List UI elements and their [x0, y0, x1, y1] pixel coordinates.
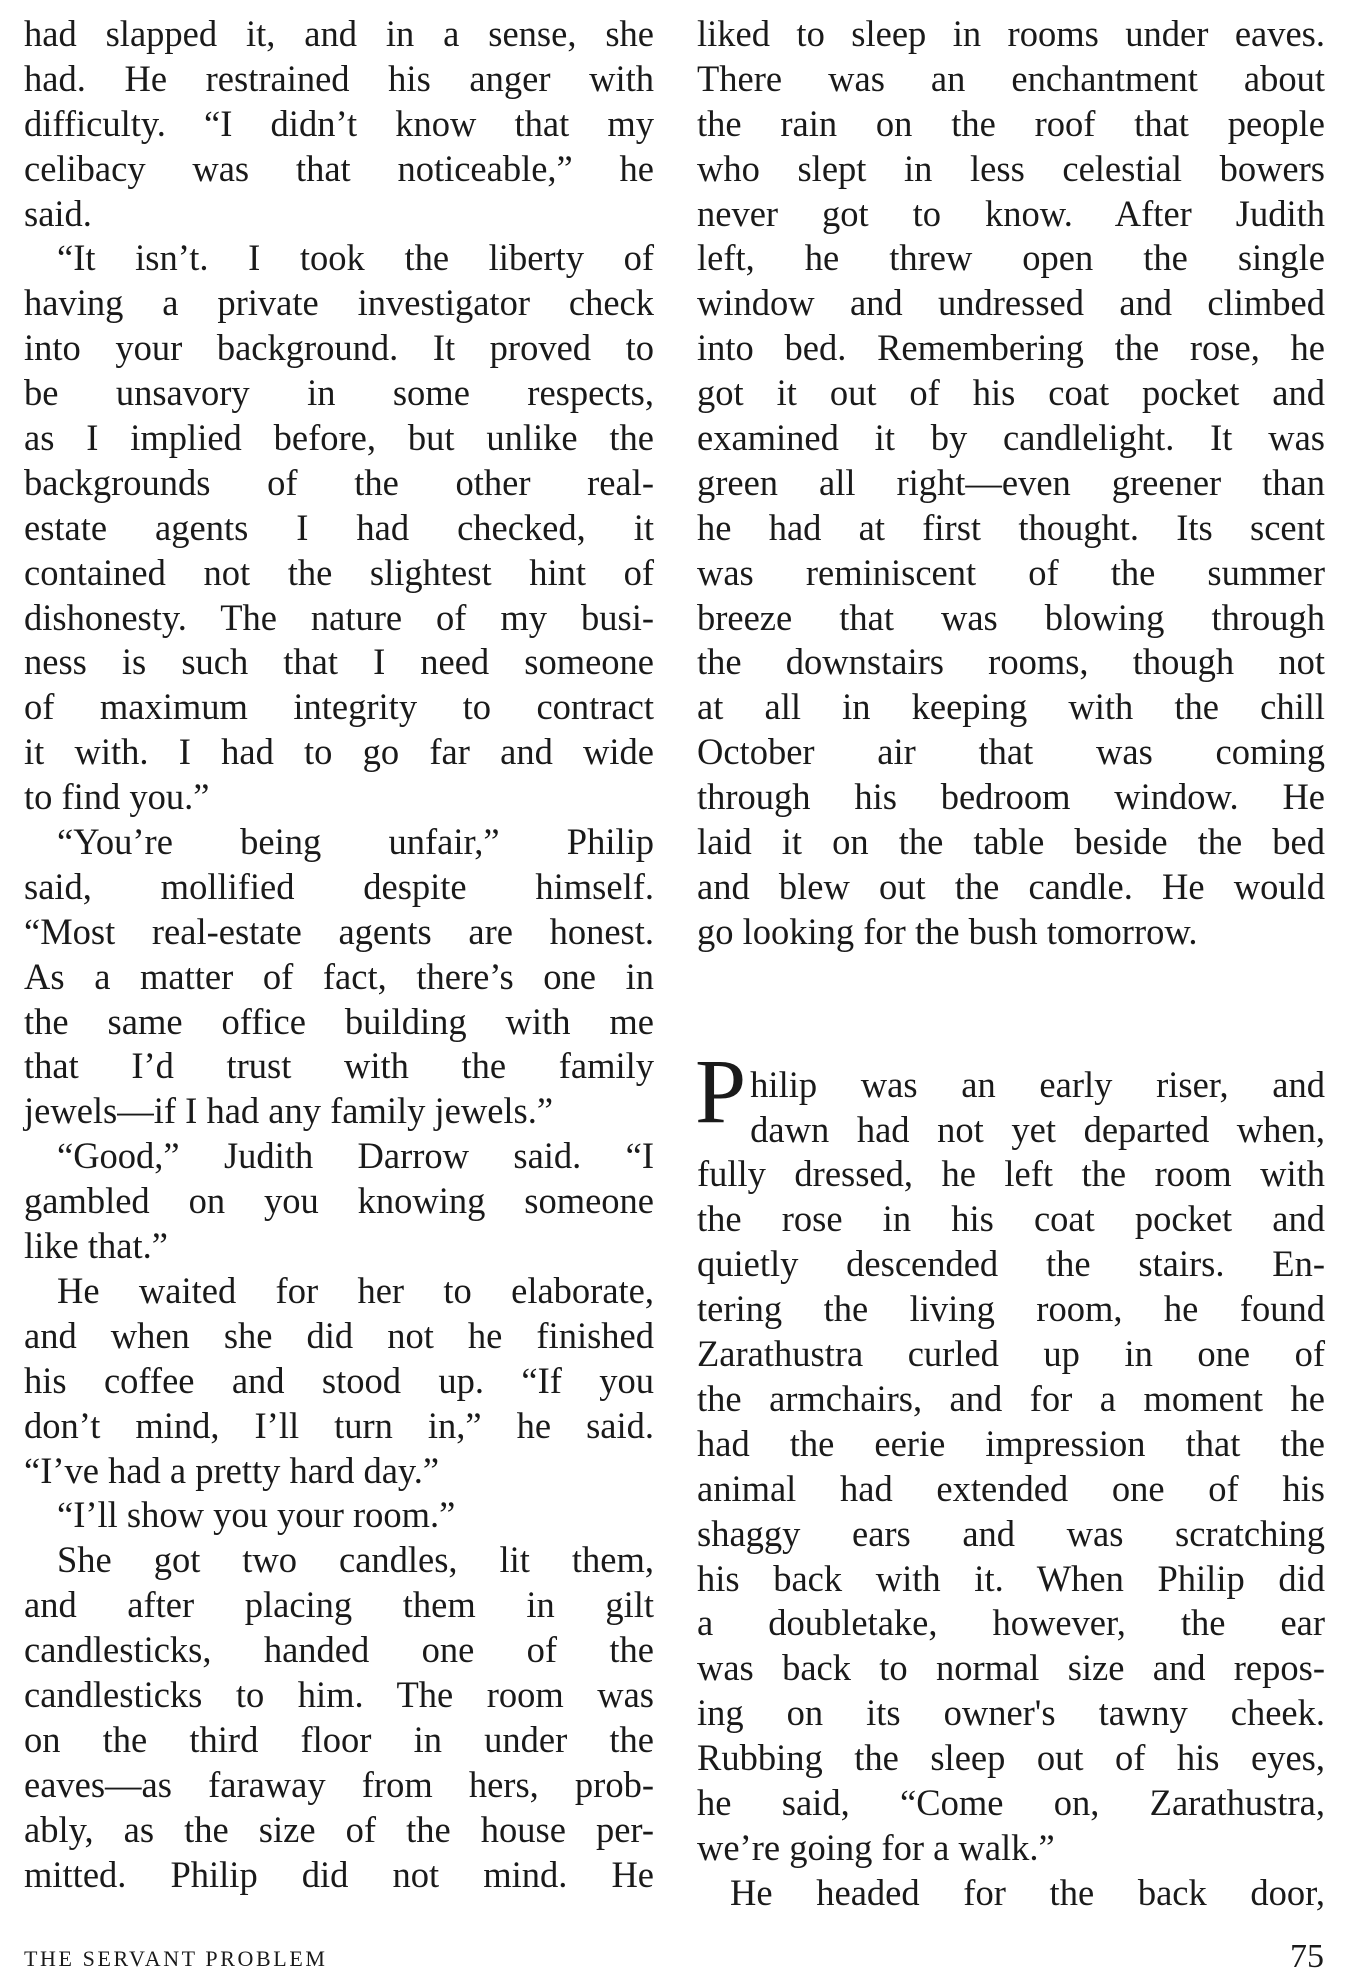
text-line: dishonesty. The nature of my busi- [24, 596, 654, 638]
text-line: and when she did not he finished [24, 1314, 654, 1356]
text-line: candlesticks to him. The room was [24, 1673, 654, 1715]
text-line: animal had extended one of his [697, 1467, 1325, 1509]
text-line: As a matter of fact, there’s one in [24, 955, 654, 997]
text-line: green all right—even greener than [697, 461, 1325, 503]
text-line: “You’re being unfair,” Philip [57, 821, 654, 863]
text-line: backgrounds of the other real- [24, 461, 654, 503]
text-line: He headed for the back door, [730, 1871, 1325, 1913]
text-line: ably, as the size of the house per- [24, 1808, 654, 1850]
text-line: He waited for her to elaborate, [57, 1269, 654, 1311]
text-line: into bed. Remembering the rose, he [697, 327, 1325, 369]
text-line: his coffee and stood up. “If you [24, 1359, 654, 1401]
text-line: said, mollified despite himself. [24, 865, 654, 907]
text-line: had. He restrained his anger with [24, 57, 654, 99]
text-line: and blew out the candle. He would [697, 865, 1325, 907]
text-line: ness is such that I need someone [24, 641, 654, 683]
paragraph-block-bottom [697, 1152, 1325, 1915]
text-line: the same office building with me [24, 1000, 654, 1042]
text-line: “It isn’t. I took the liberty of [57, 237, 654, 279]
text-line: of maximum integrity to contract [24, 686, 654, 728]
page-footer [24, 1938, 1324, 1978]
text-line: dawn had not yet departed when, [750, 1108, 1325, 1150]
text-line: we’re going for a walk.” [697, 1826, 1055, 1868]
text-line: laid it on the table beside the bed [697, 821, 1325, 863]
text-line: the downstairs rooms, though not [697, 641, 1325, 683]
text-line: was reminiscent of the summer [697, 551, 1325, 593]
text-line: like that.” [24, 1225, 168, 1267]
text-line: eaves—as faraway from hers, prob- [24, 1763, 654, 1805]
text-line: at all in keeping with the chill [697, 686, 1325, 728]
text-line: on the third floor in under the [24, 1718, 654, 1760]
text-line: window and undressed and climbed [697, 282, 1325, 324]
text-line: hilip was an early riser, and [750, 1063, 1325, 1105]
text-line: fully dressed, he left the room with [697, 1153, 1325, 1195]
text-line: who slept in less celestial bowers [697, 147, 1325, 189]
text-line: and after placing them in gilt [24, 1584, 654, 1626]
text-line: mitted. Philip did not mind. He [24, 1853, 654, 1895]
text-line: gambled on you knowing someone [24, 1180, 654, 1222]
text-line: contained not the slightest hint of [24, 551, 654, 593]
text-line: had slapped it, and in a sense, she [24, 13, 654, 54]
text-line: She got two candles, lit them, [57, 1539, 654, 1581]
text-line: through his bedroom window. He [697, 776, 1325, 818]
text-line: Rubbing the sleep out of his eyes, [697, 1737, 1325, 1779]
text-line: as I implied before, but unlike the [24, 417, 654, 459]
text-line: go looking for the bush tomorrow. [697, 910, 1198, 952]
text-line: be unsavory in some respects, [24, 372, 654, 414]
running-title: THE SERVANT PROBLEM [24, 1946, 328, 1971]
left-text-column [24, 12, 654, 1897]
text-line: his back with it. When Philip did [697, 1557, 1325, 1599]
text-line: October air that was coming [697, 731, 1325, 773]
text-line: got it out of his coat pocket and [697, 372, 1325, 414]
text-line: said. [24, 192, 92, 234]
text-line: that I’d trust with the family [24, 1045, 654, 1087]
paragraph-block-top [697, 12, 1325, 955]
text-line: liked to sleep in rooms under eaves. [697, 13, 1325, 54]
right-text-column [697, 12, 1325, 1916]
text-line: had the eerie impression that the [697, 1422, 1325, 1464]
text-line: candlesticks, handed one of the [24, 1629, 654, 1671]
page-number: 75 [1290, 1938, 1324, 1975]
text-line: he had at first thought. Its scent [697, 506, 1325, 548]
text-line: never got to know. After Judith [697, 192, 1325, 234]
text-line: was back to normal size and repos- [697, 1647, 1325, 1689]
text-line: the armchairs, and for a moment he [697, 1377, 1325, 1419]
text-line: celibacy was that noticeable,” he [24, 147, 654, 189]
text-line: “Most real-estate agents are honest. [24, 910, 654, 952]
text-line: “I’ve had a pretty hard day.” [24, 1449, 440, 1491]
text-line: quietly descended the stairs. En- [697, 1243, 1325, 1285]
text-line: a doubletake, however, the ear [697, 1602, 1325, 1644]
text-line: it with. I had to go far and wide [24, 731, 654, 773]
text-line: Zarathustra curled up in one of [697, 1333, 1325, 1375]
text-line: difficulty. “I didn’t know that my [24, 102, 654, 144]
text-line: There was an enchantment about [697, 57, 1325, 99]
dropcap-paragraph [695, 1039, 1325, 1916]
text-line: the rain on the roof that people [697, 102, 1325, 144]
text-line: ing on its owner's tawny cheek. [697, 1692, 1325, 1734]
text-line: shaggy ears and was scratching [697, 1512, 1325, 1554]
text-line: “I’ll show you your room.” [57, 1494, 456, 1536]
text-line: into your background. It proved to [24, 327, 654, 369]
section-break [697, 955, 1325, 1045]
text-line: to find you.” [24, 776, 210, 818]
text-line: breeze that was blowing through [697, 596, 1325, 638]
text-line: tering the living room, he found [697, 1288, 1325, 1330]
text-line: jewels—if I had any family jewels.” [24, 1090, 554, 1132]
text-line: “Good,” Judith Darrow said. “I [57, 1135, 654, 1177]
text-line: estate agents I had checked, it [24, 506, 654, 548]
text-line: left, he threw open the single [697, 237, 1325, 279]
text-line: the rose in his coat pocket and [697, 1198, 1325, 1240]
text-line: having a private investigator check [24, 282, 654, 324]
text-line: don’t mind, I’ll turn in,” he said. [24, 1404, 654, 1446]
text-line: he said, “Come on, Zarathustra, [697, 1781, 1325, 1823]
drop-cap-letter: P [695, 1039, 747, 1142]
text-line: examined it by candlelight. It was [697, 417, 1325, 459]
